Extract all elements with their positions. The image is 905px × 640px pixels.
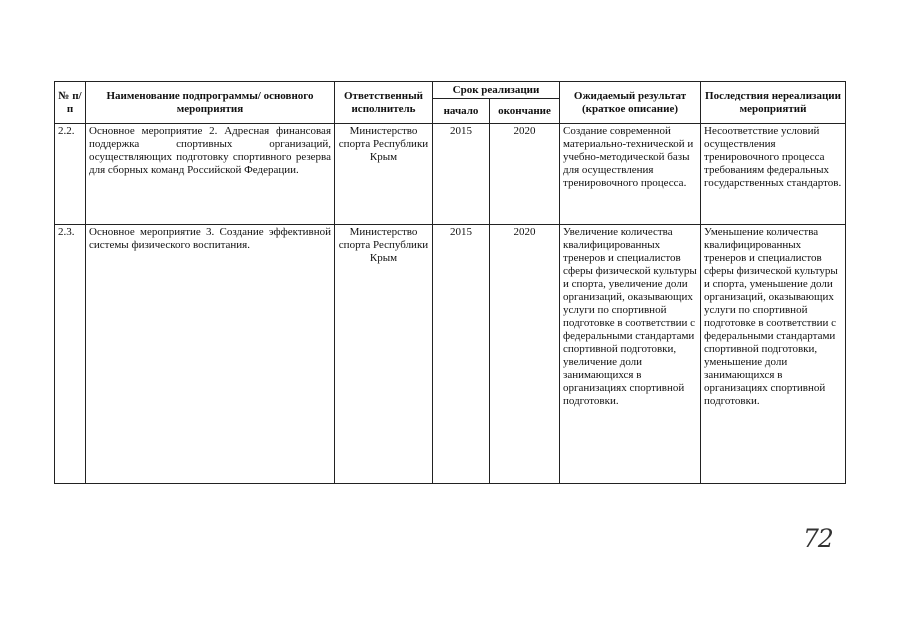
table-row bbox=[55, 225, 846, 484]
row-num: 2.2. bbox=[55, 124, 86, 225]
header-result: Ожидаемый результат (краткое описание) bbox=[560, 82, 701, 124]
row-result: Увеличение количества квалифицированных тренеров и специалистов сферы физической культуры и спорта, увеличение доли организаций, оказывающих услуги по спортивной подготовке в соответствии с федеральными стандартами спортивной подготовки, увеличение доли занимающихся в организациях спортивной подготовки. bbox=[560, 225, 701, 484]
header-row bbox=[55, 82, 846, 99]
header-name: Наименование подпрограммы/ основного мероприятия bbox=[86, 82, 335, 124]
header-consequences: Последствия нереализации мероприятий bbox=[701, 82, 846, 124]
program-table bbox=[54, 81, 846, 484]
row-executor: Министерство спорта Республики Крым bbox=[335, 225, 433, 484]
row-end: 2020 bbox=[490, 124, 560, 225]
header-executor: Ответственный исполнитель bbox=[335, 82, 433, 124]
row-name: Основное мероприятие 3. Создание эффективной системы физического воспитания. bbox=[86, 225, 335, 484]
row-executor: Министерство спорта Республики Крым bbox=[335, 124, 433, 225]
row-end: 2020 bbox=[490, 225, 560, 484]
header-end: окончание bbox=[490, 99, 560, 124]
header-term: Срок реализации bbox=[433, 82, 560, 99]
row-start: 2015 bbox=[433, 225, 490, 484]
row-start: 2015 bbox=[433, 124, 490, 225]
row-consequences: Несоответствие условий осуществления тренировочного процесса требованиям федеральных государственных стандартов. bbox=[701, 124, 846, 225]
table-row bbox=[55, 124, 846, 225]
row-name: Основное мероприятие 2. Адресная финансовая поддержка спортивных организаций, осуществляющих подготовку спортивного резерва для сборных команд Российской Федерации. bbox=[86, 124, 335, 225]
row-result: Создание современной материально-технической и учебно-методической базы для осуществления тренировочного процесса. bbox=[560, 124, 701, 225]
row-consequences: Уменьшение количества квалифицированных тренеров и специалистов сферы физической культуры и спорта, уменьшение доли организаций, оказывающих услуги по спортивной подготовке в соответствии с федеральными стандартами спортивной подготовки, уменьшение доли занимающихся в организациях спортивной подготовки. bbox=[701, 225, 846, 484]
handwritten-page-number: 72 bbox=[803, 524, 833, 553]
row-num: 2.3. bbox=[55, 225, 86, 484]
header-num: № п/п bbox=[55, 82, 86, 124]
header-start: начало bbox=[433, 99, 490, 124]
